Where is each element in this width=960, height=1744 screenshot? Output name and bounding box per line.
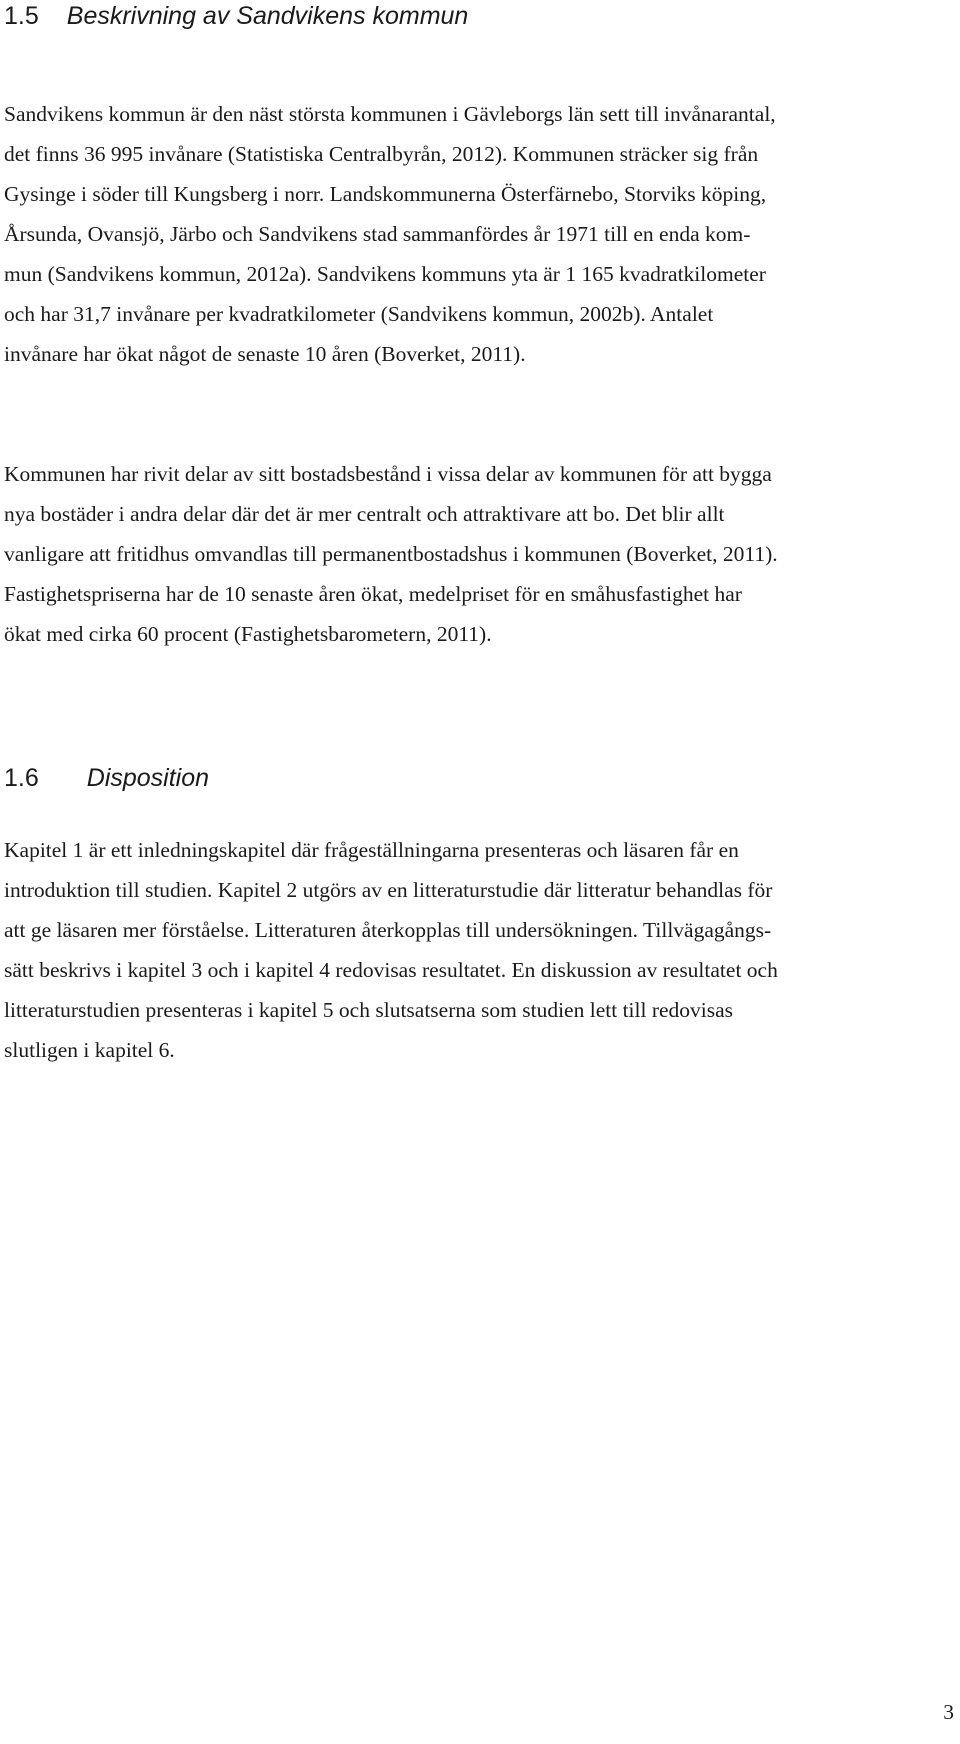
text-line: litteraturstudien presenteras i kapitel 5 och slutsatserna som studien lett till redovisas (4, 998, 734, 1022)
text-line: och har 31,7 invånare per kvadratkilometer (Sandvikens kommun, 2002b). Antalet (4, 302, 714, 326)
section-number: 1.6 (4, 764, 39, 792)
text-line: Kapitel 1 är ett inledningskapitel där frågeställningarna presenteras och läsaren får en (4, 838, 739, 862)
text-line: introduktion till studien. Kapitel 2 utgörs av en litteraturstudie där litteratur behandlas för (4, 878, 773, 902)
text-line: Årsunda, Ovansjö, Järbo och Sandvikens stad sammanfördes år 1971 till en enda kom- (4, 222, 751, 246)
text-line: slutligen i kapitel 6. (4, 1038, 175, 1062)
text-line: sätt beskrivs i kapitel 3 och i kapitel 4 redovisas resultatet. En diskussion av resultatet och (4, 958, 778, 982)
section-heading-1-5 (4, 0, 468, 32)
text-line: att ge läsaren mer förståelse. Litteraturen återkopplas till undersökningen. Tillvägagångs- (4, 918, 772, 942)
section-title: Beskrivning av Sandvikens kommun (66, 2, 469, 30)
text-line: mun (Sandvikens kommun, 2012a). Sandvikens kommuns yta är 1 165 kvadratkilometer (4, 262, 766, 286)
section-heading-1-6 (4, 762, 209, 794)
section-title: Disposition (86, 764, 210, 792)
text-line: Kommunen har rivit delar av sitt bostadsbestånd i vissa delar av kommunen för att bygga (4, 462, 772, 486)
text-line: nya bostäder i andra delar där det är mer centralt och attraktivare att bo. Det blir allt (4, 502, 725, 526)
text-line: invånare har ökat något de senaste 10 åren (Boverket, 2011). (4, 342, 526, 366)
text-line: det finns 36 995 invånare (Statistiska Centralbyrån, 2012). Kommunen sträcker sig från (4, 142, 759, 166)
paragraph-disposition (4, 830, 924, 1070)
text-line: vanligare att fritidhus omvandlas till permanentbostadshus i kommunen (Boverket, 2011). (4, 542, 778, 566)
text-line: ökat med cirka 60 procent (Fastighetsbarometern, 2011). (4, 622, 492, 646)
paragraph-description-2 (4, 454, 924, 654)
section-number: 1.5 (4, 2, 39, 30)
page-number: 3 (943, 1700, 954, 1724)
text-line: Sandvikens kommun är den näst största kommunen i Gävleborgs län sett till invånarantal, (4, 102, 776, 126)
text-line: Gysinge i söder till Kungsberg i norr. Landskommunerna Österfärnebo, Storviks köping, (4, 182, 767, 206)
paragraph-description-1 (4, 94, 924, 374)
text-line: Fastighetspriserna har de 10 senaste åren ökat, medelpriset för en småhusfastighet har (4, 582, 742, 606)
